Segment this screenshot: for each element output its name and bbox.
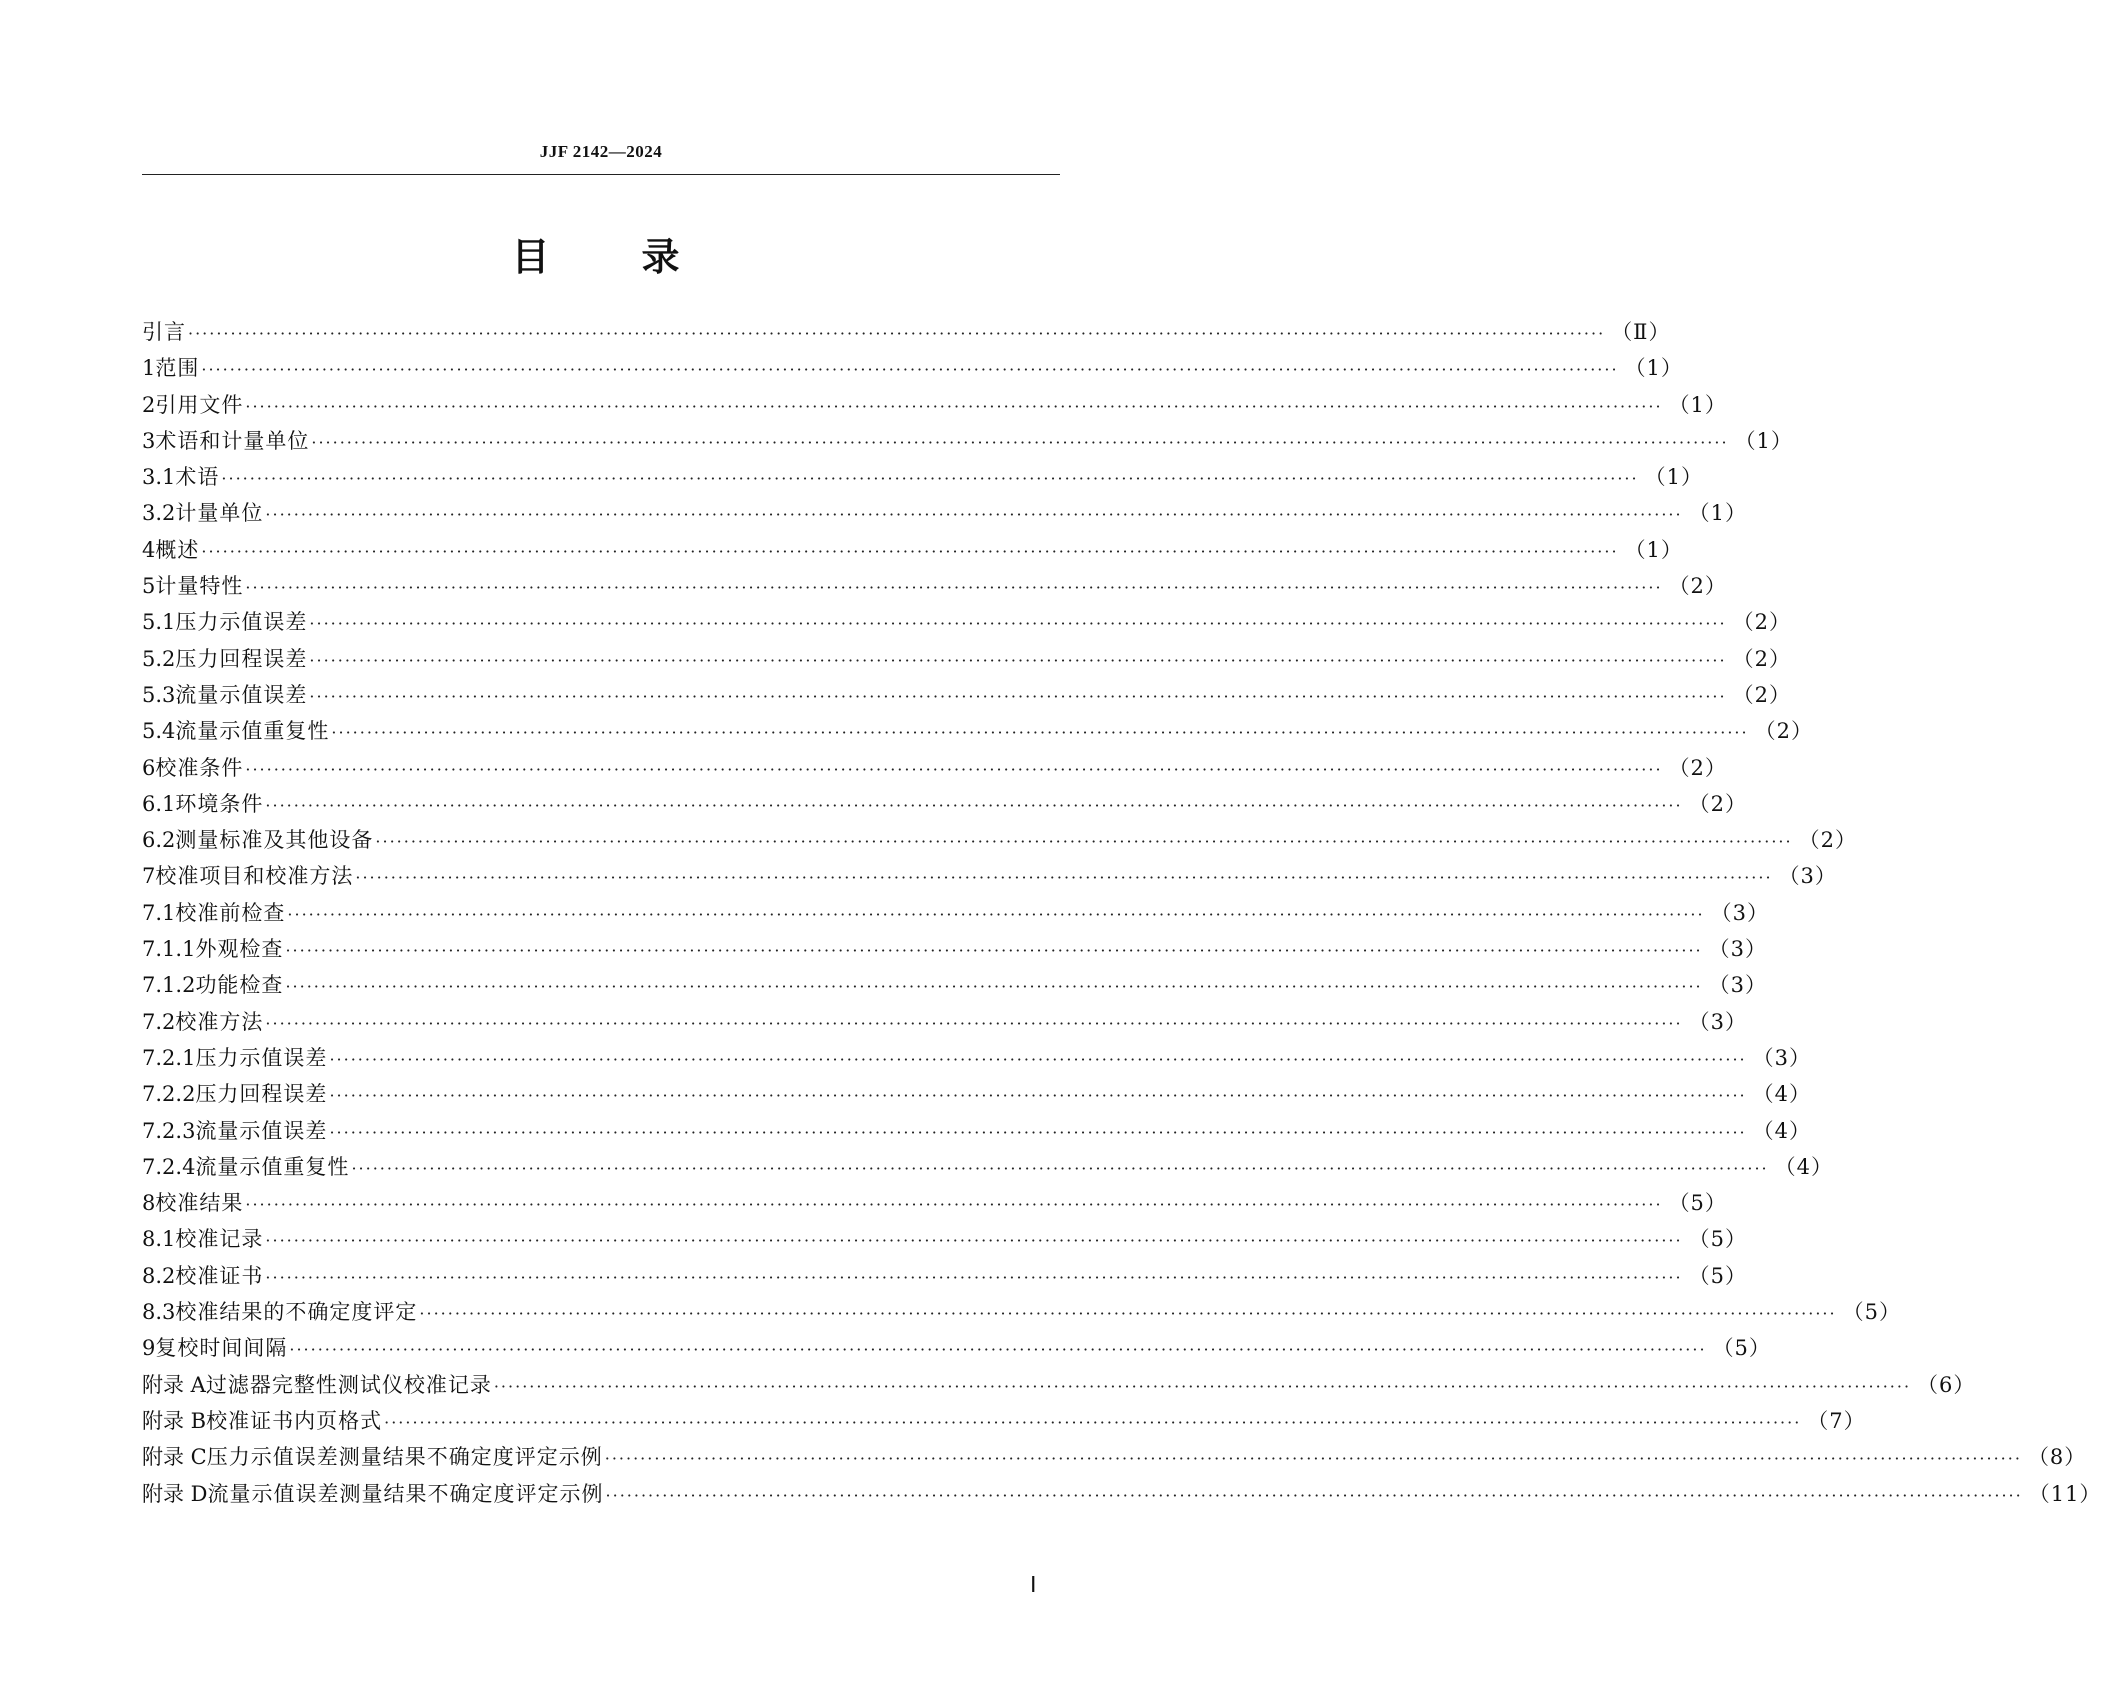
toc-entry-title: 校准结果 — [155, 1191, 244, 1216]
toc-entry-number: 3.1 — [142, 465, 176, 490]
toc-entry-number: 6.1 — [142, 791, 176, 816]
toc-entry[interactable] — [142, 1221, 1747, 1257]
toc-entry[interactable] — [142, 459, 1703, 495]
toc-dot-leader: ········································································································································································································ — [265, 1013, 1683, 1033]
toc-entry-number: 1 — [142, 356, 156, 381]
toc-entry-number: 7.2 — [142, 1009, 176, 1034]
title-char-2: 录 — [641, 235, 680, 279]
toc-dot-leader: ········································································································································································································ — [201, 541, 1619, 561]
table-of-contents — [142, 314, 2101, 1512]
toc-dot-leader: ········································································································································································································ — [604, 1449, 2022, 1469]
toc-entry-number: 4 — [142, 537, 156, 562]
toc-entry-number: 7.2.4 — [142, 1154, 196, 1179]
toc-entry[interactable] — [142, 750, 1727, 786]
toc-entry-number: 8 — [142, 1191, 156, 1216]
header-divider — [142, 174, 1060, 175]
toc-entry-title: 过滤器完整性测试仪校准记录 — [205, 1372, 492, 1397]
toc-entry-page: （2） — [1688, 791, 1747, 816]
toc-entry-page: （3） — [1708, 937, 1767, 962]
toc-entry[interactable] — [142, 314, 1671, 350]
toc-entry-number: 8.1 — [142, 1227, 176, 1252]
toc-entry-page: （1） — [1624, 537, 1683, 562]
toc-entry-page: （3） — [1688, 1009, 1747, 1034]
toc-dot-leader: ········································································································································································································ — [309, 686, 1727, 706]
toc-entry-page: （5） — [1668, 1191, 1727, 1216]
toc-entry[interactable] — [142, 1403, 1866, 1439]
toc-entry[interactable] — [142, 1367, 1976, 1403]
toc-entry-number: 5.3 — [142, 682, 176, 707]
toc-entry-page: （2） — [1732, 610, 1791, 635]
toc-entry[interactable] — [142, 423, 1793, 459]
toc-dot-leader: ········································································································································································································ — [493, 1376, 1912, 1396]
toc-dot-leader: ········································································································································································································ — [351, 1158, 1769, 1178]
toc-entry-page: （1） — [1668, 392, 1727, 417]
toc-entry[interactable] — [142, 1439, 2087, 1475]
toc-dot-leader: ········································································································································································································ — [265, 505, 1683, 525]
toc-entry-page: （1） — [1734, 428, 1793, 453]
toc-entry-number: 8.3 — [142, 1300, 176, 1325]
toc-dot-leader: ········································································································································································································ — [605, 1485, 2023, 1505]
toc-entry-number: 7.1 — [142, 900, 176, 925]
toc-dot-leader: ········································································································································································································ — [245, 1195, 1663, 1215]
toc-entry-number: 6.2 — [142, 828, 176, 853]
toc-entry-page: （5） — [1712, 1336, 1771, 1361]
toc-entry-title: 校准证书内页格式 — [206, 1408, 383, 1433]
toc-entry[interactable] — [142, 387, 1727, 423]
toc-dot-leader: ········································································································································································································ — [309, 614, 1727, 634]
toc-entry[interactable] — [142, 1294, 1901, 1330]
toc-entry[interactable] — [142, 495, 1747, 531]
toc-dot-leader: ········································································································································································································ — [329, 1049, 1747, 1069]
toc-dot-leader: ········································································································································································································ — [331, 723, 1749, 743]
toc-entry-title: 测量标准及其他设备 — [175, 828, 374, 853]
toc-dot-leader: ········································································································································································································ — [289, 1340, 1707, 1360]
toc-entry-number: 附录 A — [142, 1372, 206, 1397]
toc-entry-number: 附录 C — [142, 1445, 207, 1470]
toc-dot-leader: ········································································································································································································ — [201, 360, 1619, 380]
toc-entry[interactable] — [142, 967, 1767, 1003]
toc-entry-page: （3） — [1710, 900, 1769, 925]
toc-dot-leader: ········································································································································································································ — [245, 759, 1663, 779]
toc-dot-leader: ········································································································································································································ — [384, 1412, 1802, 1432]
toc-entry-title: 计量特性 — [155, 574, 244, 599]
toc-entry[interactable] — [142, 532, 1683, 568]
toc-entry-number: 7.1.2 — [142, 973, 196, 998]
toc-entry[interactable] — [142, 1149, 1833, 1185]
toc-entry-number: 7.2.3 — [142, 1118, 196, 1143]
toc-entry-title: 术语 — [175, 465, 220, 490]
toc-entry-title: 计量单位 — [175, 501, 264, 526]
document-code-header: JJF 2142—2024 — [539, 142, 663, 161]
toc-dot-leader: ········································································································································································································ — [265, 1267, 1683, 1287]
toc-entry-title: 校准方法 — [175, 1009, 264, 1034]
toc-entry-page: （2） — [1668, 755, 1727, 780]
toc-entry[interactable] — [142, 931, 1767, 967]
toc-entry-page: （2） — [1798, 828, 1857, 853]
toc-entry-title: 校准记录 — [175, 1227, 264, 1252]
toc-entry[interactable] — [142, 1076, 1811, 1112]
toc-entry[interactable] — [142, 1476, 2101, 1512]
footer-page-number: Ⅰ — [1030, 1572, 1037, 1597]
toc-entry-page: （4） — [1774, 1154, 1833, 1179]
toc-entry-title: 压力示值误差测量结果不确定度评定示例 — [206, 1445, 603, 1470]
toc-dot-leader: ········································································································································································································ — [419, 1304, 1837, 1324]
toc-entry[interactable] — [142, 713, 1813, 749]
toc-entry-title: 校准结果的不确定度评定 — [175, 1300, 418, 1325]
toc-entry-page: （4） — [1752, 1082, 1811, 1107]
toc-entry-number: 5.4 — [142, 719, 176, 744]
toc-entry-title: 流量示值误差 — [175, 682, 308, 707]
toc-entry-page: （8） — [2027, 1445, 2087, 1470]
toc-entry-title: 引用文件 — [155, 392, 244, 417]
toc-entry-number: 5.2 — [142, 646, 176, 671]
toc-entry-title: 压力示值误差 — [175, 610, 308, 635]
toc-entry[interactable] — [142, 822, 1857, 858]
toc-entry-page: （4） — [1752, 1118, 1811, 1143]
toc-entry-number: 5.1 — [142, 610, 176, 635]
toc-entry[interactable] — [142, 1040, 1811, 1076]
toc-entry-title: 流量示值重复性 — [195, 1154, 350, 1179]
toc-entry[interactable] — [142, 677, 1791, 713]
toc-entry-number: 附录 D — [142, 1481, 208, 1506]
toc-dot-leader: ········································································································································································································ — [311, 432, 1729, 452]
toc-entry-number: 6 — [142, 755, 156, 780]
toc-entry[interactable] — [142, 1113, 1811, 1149]
toc-entry-number: 3 — [142, 428, 156, 453]
toc-entry-title: 压力回程误差 — [175, 646, 308, 671]
toc-dot-leader: ········································································································································································································ — [375, 832, 1793, 852]
page-title — [0, 226, 1191, 281]
toc-entry-page: （1） — [1688, 501, 1747, 526]
toc-entry-number: 7.2.2 — [142, 1082, 196, 1107]
toc-entry-number: 8.2 — [142, 1263, 176, 1288]
toc-entry-title: 校准前检查 — [175, 900, 286, 925]
toc-dot-leader: ········································································································································································································ — [265, 795, 1683, 815]
toc-entry[interactable] — [142, 641, 1791, 677]
toc-entry-title: 校准条件 — [155, 755, 244, 780]
toc-entry-title: 引言 — [142, 320, 186, 344]
toc-entry[interactable] — [142, 350, 1683, 386]
toc-entry[interactable] — [142, 568, 1727, 604]
toc-dot-leader: ········································································································································································································ — [309, 650, 1727, 670]
toc-entry-number: 7.2.1 — [142, 1045, 196, 1070]
toc-entry-title: 压力回程误差 — [195, 1082, 328, 1107]
toc-entry-number: 附录 B — [142, 1408, 207, 1433]
toc-entry-page: （1） — [1644, 465, 1703, 490]
toc-entry-title: 外观检查 — [195, 937, 284, 962]
toc-dot-leader: ········································································································································································································ — [245, 578, 1663, 598]
toc-entry[interactable] — [142, 1004, 1747, 1040]
toc-entry-title: 范围 — [155, 356, 200, 381]
toc-dot-leader: ········································································································································································································ — [329, 1086, 1747, 1106]
toc-entry-title: 流量示值误差 — [195, 1118, 328, 1143]
toc-entry[interactable] — [142, 858, 1837, 894]
toc-entry-number: 2 — [142, 392, 156, 417]
toc-entry-page: （3） — [1778, 864, 1837, 889]
toc-entry-number: 7.1.1 — [142, 937, 196, 962]
toc-dot-leader: ········································································································································································································ — [221, 469, 1639, 489]
toc-entry-title: 流量示值误差测量结果不确定度评定示例 — [207, 1481, 604, 1506]
toc-entry-page: （5） — [1842, 1300, 1901, 1325]
toc-entry-page: （7） — [1807, 1408, 1866, 1433]
toc-entry[interactable] — [142, 604, 1791, 640]
toc-entry-page: （11） — [2028, 1481, 2101, 1506]
toc-dot-leader: ········································································································································································································ — [188, 324, 1606, 343]
toc-entry-page: （3） — [1708, 973, 1767, 998]
toc-entry-title: 校准证书 — [175, 1263, 264, 1288]
toc-entry-title: 校准项目和校准方法 — [155, 864, 354, 889]
toc-entry-number: 7 — [142, 864, 156, 889]
toc-dot-leader: ········································································································································································································ — [355, 868, 1773, 888]
toc-entry-title: 压力示值误差 — [195, 1045, 328, 1070]
toc-entry-page: （2） — [1668, 574, 1727, 599]
toc-entry-page: （5） — [1688, 1263, 1747, 1288]
title-char-1: 目 — [511, 235, 550, 279]
toc-entry[interactable] — [142, 895, 1769, 931]
toc-entry[interactable] — [142, 1185, 1727, 1221]
toc-entry-number: 9 — [142, 1336, 156, 1361]
toc-entry-page: （1） — [1624, 356, 1683, 381]
toc-entry-page: （3） — [1752, 1045, 1811, 1070]
toc-entry[interactable] — [142, 1258, 1747, 1294]
toc-entry-title: 功能检查 — [195, 973, 284, 998]
toc-entry-page: （2） — [1732, 682, 1791, 707]
toc-dot-leader: ········································································································································································································ — [285, 941, 1703, 961]
toc-dot-leader: ········································································································································································································ — [329, 1122, 1747, 1142]
toc-entry-page: （2） — [1754, 719, 1813, 744]
toc-dot-leader: ········································································································································································································ — [265, 1231, 1683, 1251]
toc-entry-page: （Ⅱ） — [1611, 320, 1671, 344]
toc-dot-leader: ········································································································································································································ — [287, 904, 1705, 924]
toc-entry-number: 3.2 — [142, 501, 176, 526]
toc-entry-page: （5） — [1688, 1227, 1747, 1252]
toc-entry-number: 5 — [142, 574, 156, 599]
toc-entry[interactable] — [142, 1330, 1771, 1366]
toc-entry-title: 术语和计量单位 — [155, 428, 310, 453]
toc-entry-title: 概述 — [155, 537, 200, 562]
toc-entry-title: 环境条件 — [175, 791, 264, 816]
toc-dot-leader: ········································································································································································································ — [245, 396, 1663, 416]
toc-entry-title: 复校时间间隔 — [155, 1336, 288, 1361]
toc-entry-page: （2） — [1732, 646, 1791, 671]
toc-entry[interactable] — [142, 786, 1747, 822]
toc-dot-leader: ········································································································································································································ — [285, 977, 1703, 997]
toc-entry-page: （6） — [1917, 1372, 1976, 1397]
toc-entry-title: 流量示值重复性 — [175, 719, 330, 744]
